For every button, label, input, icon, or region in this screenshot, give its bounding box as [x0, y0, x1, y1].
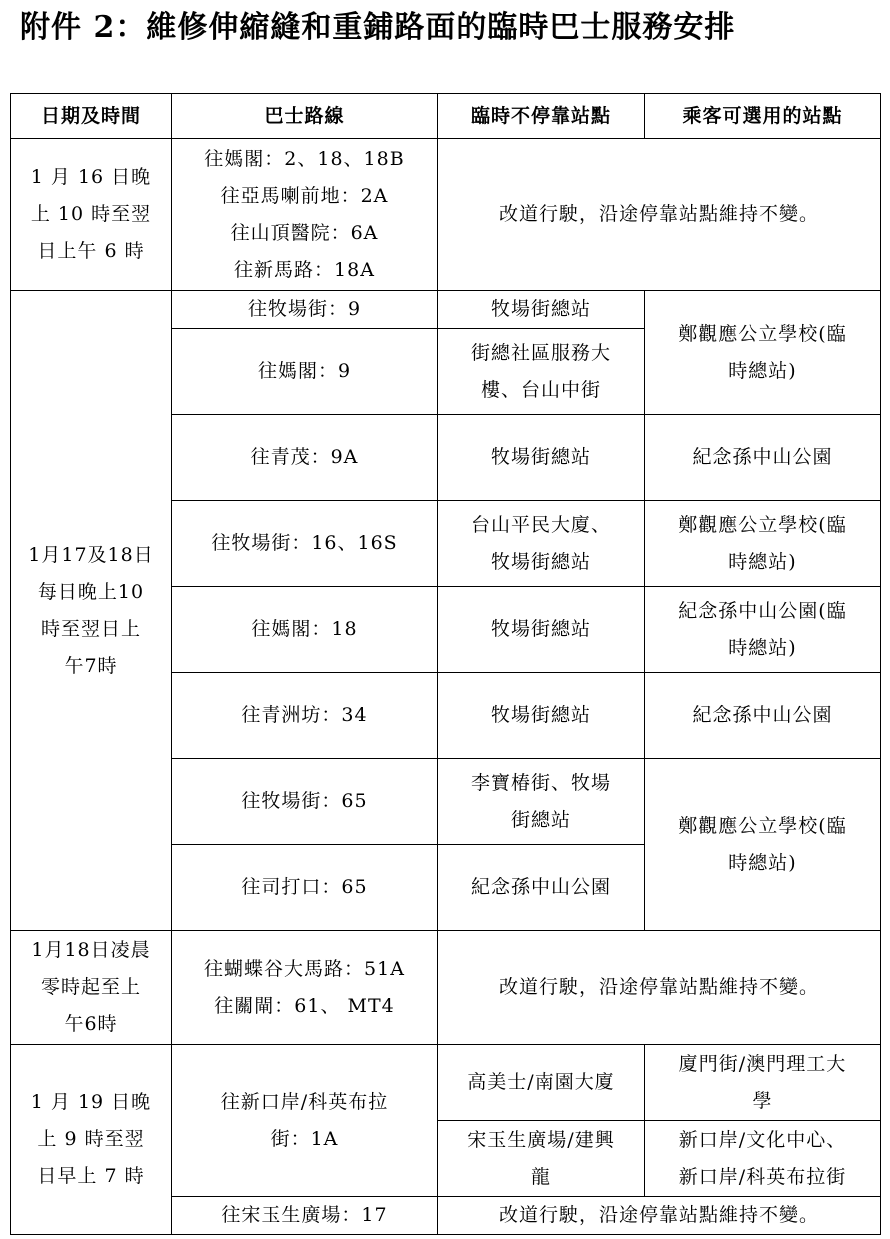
- date-cell: 1月18日凌晨 零時起至上 午6時: [11, 931, 172, 1045]
- table-row: [11, 291, 881, 329]
- header-alt-stops: 乘客可選用的站點: [645, 94, 881, 139]
- route-cell: 往牧場街：16、16S: [172, 501, 438, 587]
- route-cell: 往媽閣：18: [172, 587, 438, 673]
- route-cell: 往青洲坊：34: [172, 673, 438, 759]
- skip-stop-cell: 紀念孫中山公園: [438, 845, 645, 931]
- page-title: 附件 2：維修伸縮縫和重鋪路面的臨時巴士服務安排: [20, 10, 736, 45]
- alt-stop-cell: 紀念孫中山公園: [645, 415, 881, 501]
- route-cell: 往牧場街：65: [172, 759, 438, 845]
- skip-stop-cell: 牧場街總站: [438, 587, 645, 673]
- skip-stop-cell: 牧場街總站: [438, 415, 645, 501]
- bus-arrangement-table: [10, 93, 881, 1235]
- route-cell: 往牧場街：9: [172, 291, 438, 329]
- alt-stop-cell: 廈門街/澳門理工大 學: [645, 1045, 881, 1121]
- route-cell: 往媽閣：9: [172, 329, 438, 415]
- route-cell: 往蝴蝶谷大馬路：51A 往關閘：61、 MT4: [172, 931, 438, 1045]
- route-cell: 往青茂：9A: [172, 415, 438, 501]
- skip-stop-cell: 台山平民大廈、 牧場街總站: [438, 501, 645, 587]
- note-cell: 改道行駛，沿途停靠站點維持不變。: [438, 139, 881, 291]
- table-row: [11, 139, 881, 291]
- alt-stop-cell: 鄭觀應公立學校(臨 時總站): [645, 291, 881, 415]
- skip-stop-cell: 李寶椿街、牧場 街總站: [438, 759, 645, 845]
- route-cell: 往新口岸/科英布拉 街：1A: [172, 1045, 438, 1197]
- alt-stop-cell: 新口岸/文化中心、 新口岸/科英布拉街: [645, 1121, 881, 1197]
- header-route: 巴士路線: [172, 94, 438, 139]
- header-skip-stops: 臨時不停靠站點: [438, 94, 645, 139]
- note-cell: 改道行駛，沿途停靠站點維持不變。: [438, 1197, 881, 1235]
- skip-stop-cell: 牧場街總站: [438, 291, 645, 329]
- route-cell: 往司打口：65: [172, 845, 438, 931]
- alt-stop-cell: 鄭觀應公立學校(臨 時總站): [645, 501, 881, 587]
- skip-stop-cell: 街總社區服務大 樓、台山中街: [438, 329, 645, 415]
- route-cell: 往媽閣：2、18、18B 往亞馬喇前地：2A 往山頂醫院：6A 往新馬路：18A: [172, 139, 438, 291]
- table-row: [11, 931, 881, 1045]
- alt-stop-cell: 鄭觀應公立學校(臨 時總站): [645, 759, 881, 931]
- alt-stop-cell: 紀念孫中山公園: [645, 673, 881, 759]
- skip-stop-cell: 宋玉生廣場/建興 龍: [438, 1121, 645, 1197]
- table-row: [11, 1045, 881, 1121]
- header-row: [11, 94, 881, 139]
- date-cell: 1 月 19 日晚 上 9 時至翌 日早上 7 時: [11, 1045, 172, 1235]
- header-date: 日期及時間: [11, 94, 172, 139]
- route-cell: 往宋玉生廣場：17: [172, 1197, 438, 1235]
- skip-stop-cell: 高美士/南園大廈: [438, 1045, 645, 1121]
- skip-stop-cell: 牧場街總站: [438, 673, 645, 759]
- alt-stop-cell: 紀念孫中山公園(臨 時總站): [645, 587, 881, 673]
- date-cell: 1月17及18日 每日晚上10 時至翌日上 午7時: [11, 291, 172, 931]
- date-cell: 1 月 16 日晚 上 10 時至翌 日上午 6 時: [11, 139, 172, 291]
- note-cell: 改道行駛，沿途停靠站點維持不變。: [438, 931, 881, 1045]
